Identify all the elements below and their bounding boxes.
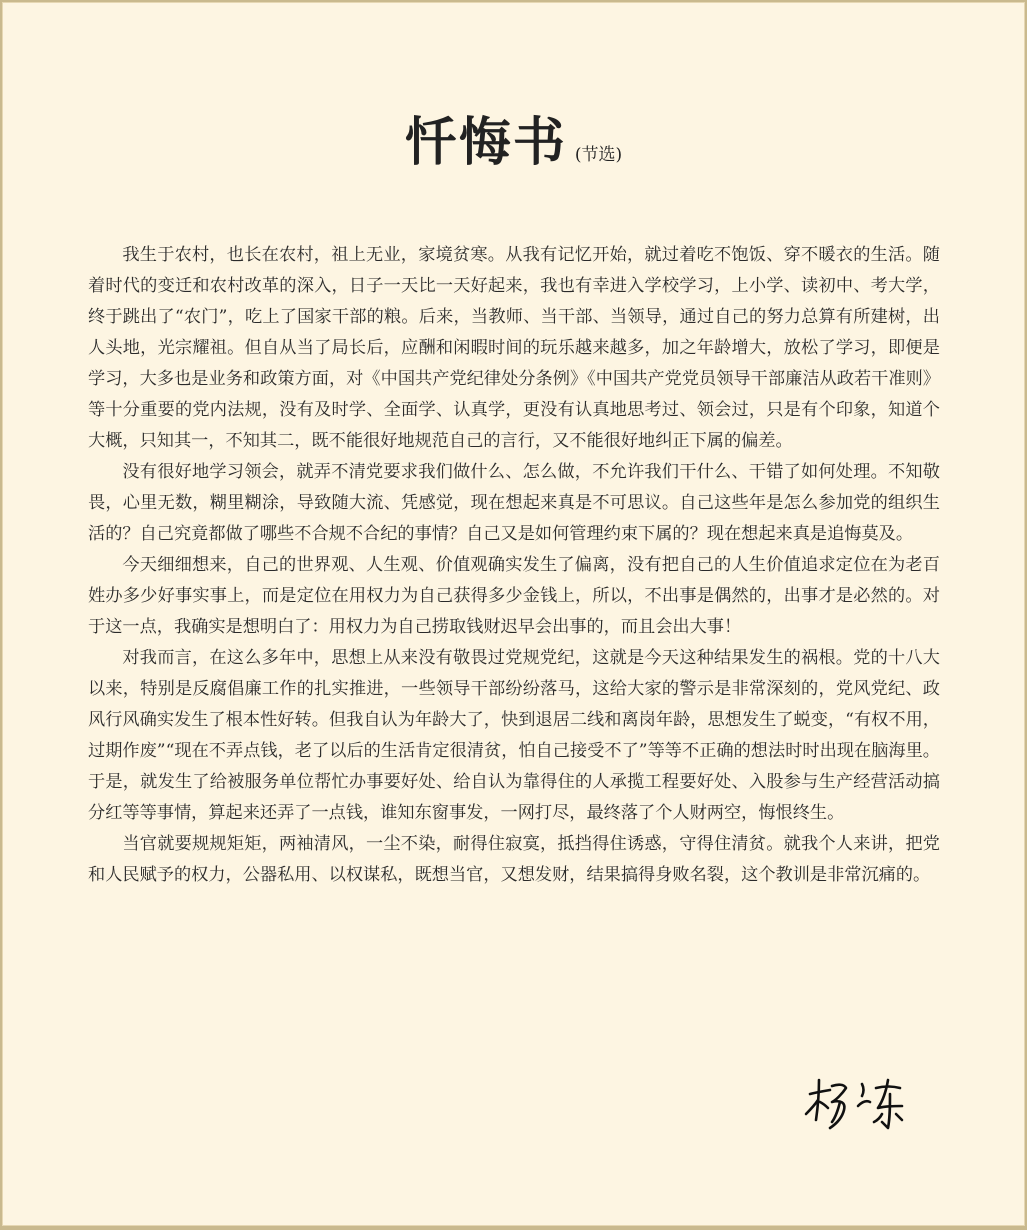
paragraph-2: 没有很好地学习领会，就弄不清党要求我们做什么、怎么做，不允许我们干什么、干错了如何处理。不知敬畏，心里无数，糊里糊涂，导致随大流、凭感觉，现在想起来真是不可思议。自己这些年是怎么参加党的组织生活的？自己究竟都做了哪些不合规不合纪的事情？自己又是如何管理约束下属的？现在想起来真是追悔莫及。 (88, 462, 940, 544)
page-title: 忏悔书 (404, 112, 567, 173)
title-block (2, 100, 1025, 175)
page-subtitle: (节选) (574, 145, 623, 165)
paragraph-3: 今天细细想来，自己的世界观、人生观、价值观确实发生了偏离，没有把自己的人生价值追求定位在为老百姓办多少好事实事上，而是定位在用权力为自己获得多少金钱上，所以，不出事是偶然的，出事才是必然的。对于这一点，我确实是想明白了：用权力为自己捞取钱财迟早会出事的，而且会出大事！ (88, 555, 940, 637)
signature-drawing (802, 1072, 914, 1134)
paragraph-5: 当官就要规规矩矩，两袖清风，一尘不染，耐得住寂寞，抵挡得住诱惑，守得住清贫。就我个人来讲，把党和人民赋予的权力，公器私用、以权谋私，既想当官，又想发财，结果搞得身败名裂，这个教训是非常沉痛的。 (88, 834, 940, 885)
document-page (2, 2, 1025, 1226)
paragraph-1: 我生于农村，也长在农村，祖上无业，家境贫寒。从我有记忆开始，就过着吃不饱饭、穿不暖衣的生活。随着时代的变迁和农村改革的深入，日子一天比一天好起来，我也有幸进入学校学习，上小学、读初中、考大学，终于跳出了“农门”，吃上了国家干部的粮。后来，当教师、当干部、当领导，通过自己的努力总算有所建树，出人头地，光宗耀祖。但自从当了局长后，应酬和闲暇时间的玩乐越来越多，加之年龄增大，放松了学习，即便是学习，大多也是业务和政策方面，对《中国共产党纪律处分条例》《中国共产党党员领导干部廉洁从政若干准则》等十分重要的党内法规，没有及时学、全面学、认真学，更没有认真地思考过、领会过，只是有个印象，知道个大概，只知其一，不知其二，既不能很好地规范自己的言行，又不能很好地纠正下属的偏差。 (88, 245, 940, 451)
handwritten-signature (802, 1072, 914, 1134)
document-body (88, 240, 940, 891)
paragraph-4: 对我而言，在这么多年中，思想上从来没有敬畏过党规党纪，这就是今天这种结果发生的祸根。党的十八大以来，特别是反腐倡廉工作的扎实推进，一些领导干部纷纷落马，这给大家的警示是非常深刻的，党风党纪、政风行风确实发生了根本性好转。但我自认为年龄大了，快到退居二线和离岗年龄，思想发生了蜕变，“有权不用，过期作废”“现在不弄点钱，老了以后的生活肯定很清贫，怕自己接受不了”等等不正确的想法时时出现在脑海里。于是，就发生了给被服务单位帮忙办事要好处、给自认为靠得住的人承揽工程要好处、入股参与生产经营活动搞分红等等事情，算起来还弄了一点钱，谁知东窗事发，一网打尽，最终落了个人财两空，悔恨终生。 (88, 648, 940, 823)
